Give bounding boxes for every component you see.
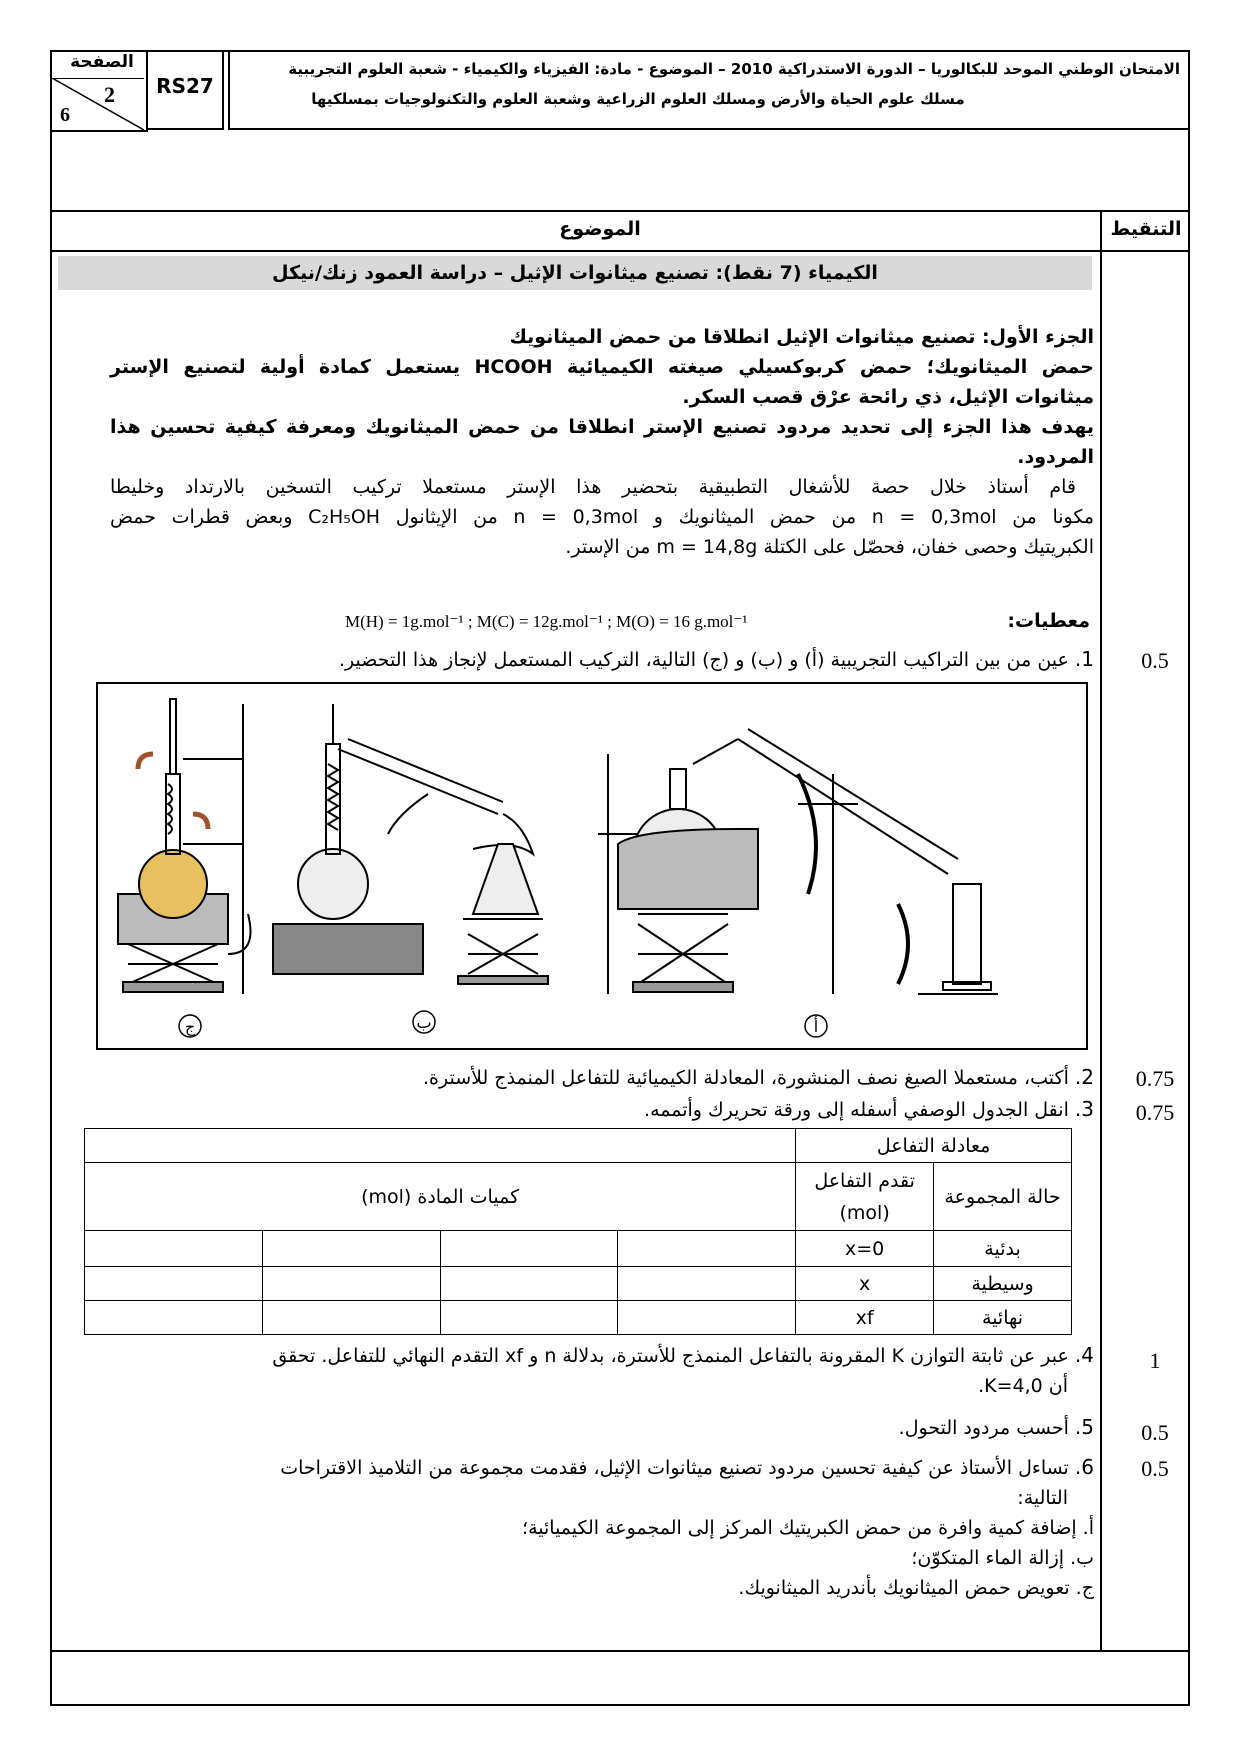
header-line-1: الامتحان الوطني الموحد للبكالوريا – الدورة الاستدراكية 2010 – الموضوع - مادة: الفيزياء والكيمياء - شعبة العلوم التجريبية bbox=[288, 60, 1180, 78]
data-values: M(H) = 1g.mol⁻¹ ; M(C) = 12g.mol⁻¹ ; M(O) = 16 g.mol⁻¹ bbox=[345, 612, 748, 631]
question-4: 4. عبر عن ثابتة التوازن K المقرونة بالتفاعل المنمذج للأسترة، بدلالة n و xf التقدم النهائي للتفاعل. تحقق أن K=4,0. bbox=[272, 1343, 1094, 1397]
code-box bbox=[146, 52, 224, 130]
question-1: 1. عين من بين التراكيب التجريبية (أ) و (ب) و (ج) التالية، التركيب المستعمل لإنجاز هذا التحضير. bbox=[339, 647, 1094, 671]
label-j: ج bbox=[184, 1017, 196, 1036]
part1-intro-1: حمض الميثانويك؛ حمض كربوكسيلي صيغته الكيميائية HCOOH يستعمل كمادة أولية لتصنيع الإستر bbox=[110, 356, 1094, 378]
part1-aim-2: المردود. bbox=[1017, 446, 1094, 468]
apparatus-figure bbox=[96, 682, 1088, 1050]
table-advance-header: تقدم التفاعل (mol) bbox=[796, 1163, 934, 1231]
question-3: 3. انقل الجدول الوصفي أسفله إلى ورقة تحريرك وأتممه. bbox=[644, 1097, 1094, 1121]
part1-p2: مكونا من n = 0,3mol من حمض الميثانويك و n = 0,3mol من الإيثانول C₂H₅OH وبعض قطرات حمض bbox=[110, 506, 1095, 528]
question-6: 6. تساءل الأستاذ عن كيفية تحسين مردود تصنيع ميثانوات الإثيل، فقدمت مجموعة من التلاميذ الاقتراحات التالية: أ. إضافة كمية وافرة من حمض الكبريتيك المركز إلى المجموعة الكيميائية؛ ب. إزالة الماء المتكوّن؛ ج. تعويض حمض الميثانويك بأندريد الميثانويك. bbox=[92, 1452, 1094, 1603]
column-subject: الموضوع bbox=[559, 218, 641, 240]
table-row: بدئية x=0 bbox=[85, 1231, 1072, 1267]
part1-intro-2: ميثانوات الإثيل، ذي رائحة عرْق قصب السكر. bbox=[682, 386, 1094, 408]
score-q6: 0.5 bbox=[1141, 1456, 1169, 1481]
page-number: 2 bbox=[104, 82, 115, 107]
part1-text bbox=[110, 322, 1094, 562]
table-row: وسيطية x bbox=[85, 1267, 1072, 1301]
option-a: أ. إضافة كمية وافرة من حمض الكبريتيك المركز إلى المجموعة الكيميائية؛ bbox=[522, 1517, 1094, 1539]
question-5: 5. أحسب مردود التحول. bbox=[898, 1415, 1094, 1439]
part1-aim-1: يهدف هذا الجزء إلى تحديد مردود تصنيع الإستر انطلاقا من حمض الميثانويك ومعرفة كيفية تحسين هذا bbox=[110, 416, 1094, 438]
score-q5: 0.5 bbox=[1141, 1420, 1169, 1445]
column-grading: التنقيط bbox=[1110, 218, 1182, 240]
option-c: ج. تعويض حمض الميثانويك بأندريد الميثانويك. bbox=[738, 1577, 1094, 1599]
score-q1: 0.5 bbox=[1141, 648, 1169, 673]
part1-p3: الكبريتيك وحصى خفان، فحصّل على الكتلة m = 14,8g من الإستر. bbox=[565, 536, 1094, 558]
page-number-box bbox=[52, 52, 148, 132]
page-label: الصفحة bbox=[70, 52, 134, 72]
table-row: نهائية xf bbox=[85, 1301, 1072, 1335]
part1-title: الجزء الأول: تصنيع ميثانوات الإثيل انطلاقا من حمض الميثانويك bbox=[509, 326, 1094, 348]
table-equation-label: معادلة التفاعل bbox=[796, 1129, 1072, 1163]
table-equation-cell bbox=[85, 1129, 796, 1163]
label-b: ب bbox=[416, 1013, 432, 1032]
section-title: الكيمياء (7 نقط): تصنيع ميثانوات الإثيل – دراسة العمود زنك/نيكل bbox=[58, 256, 1092, 290]
label-a: أ bbox=[813, 1017, 819, 1036]
option-b: ب. إزالة الماء المتكوّن؛ bbox=[911, 1547, 1094, 1569]
page-total: 6 bbox=[60, 104, 70, 126]
score-q4: 1 bbox=[1149, 1348, 1161, 1373]
header-line-2: مسلك علوم الحياة والأرض ومسلك العلوم الزراعية وشعبة العلوم والتكنولوجيات بمسلكيها bbox=[311, 90, 965, 108]
question-2: 2. أكتب، مستعملا الصيغ نصف المنشورة، المعادلة الكيميائية للتفاعل المنمذج للأسترة. bbox=[423, 1065, 1094, 1089]
data-label: معطيات: bbox=[1007, 610, 1090, 632]
exam-code: RS27 bbox=[156, 74, 214, 98]
header-title-box bbox=[228, 52, 1188, 130]
advancement-table bbox=[84, 1128, 1072, 1335]
part1-p1: قام أستاذ خلال حصة للأشغال التطبيقية بتحضير هذا الإستر مستعملا تركيب التسخين بالارتداد وخليطا bbox=[110, 476, 1076, 498]
table-state-header: حالة المجموعة bbox=[934, 1163, 1072, 1231]
apparatus-drawing bbox=[98, 684, 1086, 1048]
score-q2: 0.75 bbox=[1135, 1066, 1175, 1091]
table-amounts-header: كميات المادة (mol) bbox=[85, 1163, 796, 1231]
score-q3: 0.75 bbox=[1135, 1100, 1175, 1125]
